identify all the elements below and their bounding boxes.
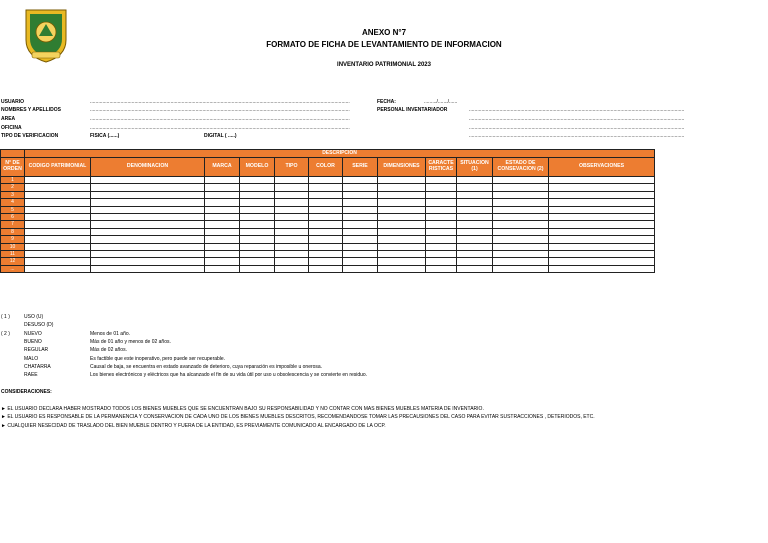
table-cell[interactable]: [493, 184, 549, 191]
table-cell[interactable]: [549, 221, 655, 228]
table-cell[interactable]: [457, 236, 493, 243]
table-cell[interactable]: [549, 258, 655, 265]
table-cell[interactable]: [549, 251, 655, 258]
oficina-field[interactable]: ...........................................................................................................................................................................................: [90, 125, 350, 131]
table-cell[interactable]: [378, 177, 426, 184]
table-cell[interactable]: [378, 251, 426, 258]
table-cell[interactable]: [205, 236, 240, 243]
table-cell[interactable]: [378, 191, 426, 198]
table-cell[interactable]: [549, 265, 655, 272]
table-row: [1, 191, 655, 198]
table-cell[interactable]: [91, 184, 205, 191]
table-corner: [1, 150, 25, 158]
row-number: ...: [1, 265, 25, 272]
table-cell[interactable]: [205, 177, 240, 184]
descripcion-header: DESCRIPCION: [25, 150, 655, 158]
consideracion-item: ► EL USUARIO ES RESPONSABLE DE LA PERMANENCIA Y CONSERVACION DE CADA UNO DE LOS BIENES MUEBLES DESCRITOS, RECOMENDANDOSE TOMAR LAS PRECAUSIONES DEL CASO PARA EVITAR SUSTRACCIONES , DETERIODOS, ETC.: [1, 414, 595, 420]
table-cell[interactable]: [25, 251, 91, 258]
table-cell[interactable]: [426, 243, 457, 250]
table-cell[interactable]: [457, 258, 493, 265]
col-dimensiones: DIMENSIONES: [378, 158, 426, 177]
table-cell[interactable]: [25, 243, 91, 250]
col-orden: N° DE ORDEN: [1, 158, 25, 177]
table-cell[interactable]: [378, 228, 426, 235]
table-cell[interactable]: [205, 221, 240, 228]
fecha-label: FECHA:: [377, 99, 396, 105]
usuario-field[interactable]: ...........................................................................................................................................................................................: [90, 99, 350, 105]
table-cell[interactable]: [240, 236, 275, 243]
table-row: [1, 243, 655, 250]
usuario-label: USUARIO: [1, 99, 25, 105]
table-cell[interactable]: [205, 184, 240, 191]
table-cell[interactable]: [91, 206, 205, 213]
table-cell[interactable]: [240, 258, 275, 265]
table-cell[interactable]: [426, 251, 457, 258]
personal-label: PERSONAL INVENTARIADOR: [377, 107, 448, 113]
table-cell[interactable]: [426, 236, 457, 243]
state-label: CHATARRA: [24, 364, 51, 370]
personal-field-2[interactable]: ...........................................................................................................................................................: [469, 116, 685, 122]
table-cell[interactable]: [549, 199, 655, 206]
state-label: NUEVO: [24, 331, 42, 337]
table-cell[interactable]: [549, 177, 655, 184]
row-number: 1: [1, 177, 25, 184]
table-cell[interactable]: [240, 228, 275, 235]
consideracion-item: ► CUALQUIER NESECIDAD DE TRASLADO DEL BIEN MUEBLE DENTRO Y FUERA DE LA ENTIDAD, ES PREVIAMENTE COMUNICADO AL ENCARGADO DE LA OCP.: [1, 423, 386, 429]
table-cell[interactable]: [343, 243, 378, 250]
table-cell[interactable]: [426, 177, 457, 184]
row-number: 5: [1, 206, 25, 213]
table-cell[interactable]: [205, 199, 240, 206]
col-situacion: SITUACION (1): [457, 158, 493, 177]
table-cell[interactable]: [309, 251, 343, 258]
table-cell[interactable]: [457, 228, 493, 235]
table-cell[interactable]: [25, 214, 91, 221]
state-label: BUENO: [24, 339, 42, 345]
table-cell[interactable]: [457, 177, 493, 184]
col-caracteristicas: CARACTE RISTICAS: [426, 158, 457, 177]
col-codigo: CODIGO PATRIMONIAL: [25, 158, 91, 177]
area-field[interactable]: ...........................................................................................................................................................................................: [90, 116, 350, 122]
row-number: 12: [1, 258, 25, 265]
table-cell[interactable]: [309, 214, 343, 221]
table-cell[interactable]: [457, 191, 493, 198]
table-cell[interactable]: [25, 236, 91, 243]
col-color: COLOR: [309, 158, 343, 177]
table-cell[interactable]: [378, 236, 426, 243]
table-cell[interactable]: [275, 236, 309, 243]
table-cell[interactable]: [343, 251, 378, 258]
table-cell[interactable]: [25, 199, 91, 206]
table-cell[interactable]: [426, 214, 457, 221]
table-cell[interactable]: [275, 221, 309, 228]
table-cell[interactable]: [275, 258, 309, 265]
state-desc: Menos de 01 año.: [90, 331, 131, 337]
table-cell[interactable]: [309, 199, 343, 206]
table-cell[interactable]: [205, 251, 240, 258]
table-row: [1, 228, 655, 235]
table-cell[interactable]: [426, 265, 457, 272]
oficina-label: OFICINA: [1, 125, 22, 131]
digital-option[interactable]: DIGITAL ( .....): [204, 133, 237, 139]
table-cell[interactable]: [91, 177, 205, 184]
fisica-option[interactable]: FISICA (......): [90, 133, 120, 139]
table-cell[interactable]: [549, 214, 655, 221]
table-cell[interactable]: [240, 243, 275, 250]
col-denominacion: DENOMINACION: [91, 158, 205, 177]
table-cell[interactable]: [309, 184, 343, 191]
table-cell[interactable]: [309, 236, 343, 243]
table-cell[interactable]: [275, 265, 309, 272]
tipo-verificacion-label: TIPO DE VERIFICACION: [1, 133, 59, 139]
table-cell[interactable]: [309, 206, 343, 213]
table-cell[interactable]: [25, 191, 91, 198]
state-desc: Causal de baja, se encuentra en estado avanzado de deterioro, cuya reparación es imposible u onerosa.: [90, 364, 323, 370]
state-label: RAEE: [24, 372, 38, 378]
state-desc: Más de 01 año y menos de 02 años.: [90, 339, 171, 345]
table-row: [1, 199, 655, 206]
row-number: 9: [1, 236, 25, 243]
state-label: REGULAR: [24, 347, 49, 353]
table-row: [1, 258, 655, 265]
table-cell[interactable]: [493, 177, 549, 184]
legend-mark-1: ( 1 ): [1, 314, 10, 320]
nombres-label: NOMBRES Y APELLIDOS: [1, 107, 61, 113]
table-cell[interactable]: [25, 184, 91, 191]
table-cell[interactable]: [549, 191, 655, 198]
table-row: [1, 177, 655, 184]
table-cell[interactable]: [343, 258, 378, 265]
table-row: [1, 251, 655, 258]
table-cell[interactable]: [240, 206, 275, 213]
table-cell[interactable]: [205, 243, 240, 250]
table-cell[interactable]: [275, 206, 309, 213]
table-cell[interactable]: [205, 214, 240, 221]
table-cell[interactable]: [549, 184, 655, 191]
format-title: FORMATO DE FICHA DE LEVANTAMIENTO DE INFORMACION: [266, 40, 502, 49]
table-cell[interactable]: [343, 184, 378, 191]
table-cell[interactable]: [493, 258, 549, 265]
table-cell[interactable]: [91, 251, 205, 258]
table-cell[interactable]: [275, 191, 309, 198]
table-cell[interactable]: [343, 265, 378, 272]
table-cell[interactable]: [378, 221, 426, 228]
table-cell[interactable]: [240, 251, 275, 258]
row-number: 11: [1, 251, 25, 258]
personal-field-1[interactable]: ...........................................................................................................................................................: [469, 107, 685, 113]
table-cell[interactable]: [240, 265, 275, 272]
table-cell[interactable]: [275, 251, 309, 258]
table-cell[interactable]: [275, 177, 309, 184]
table-cell[interactable]: [205, 191, 240, 198]
nombres-field[interactable]: ...........................................................................................................................................................................................: [90, 107, 350, 113]
table-cell[interactable]: [457, 243, 493, 250]
table-cell[interactable]: [343, 214, 378, 221]
table-cell[interactable]: [426, 228, 457, 235]
consideraciones-title: CONSIDERACIONES:: [1, 389, 52, 395]
table-cell[interactable]: [549, 236, 655, 243]
row-number: 6: [1, 214, 25, 221]
state-desc: Los bienes electrónicos y eléctricos que ha alcanzado el fin de su vida útil por uso u obsolescencia y se convierte en residuo.: [90, 372, 368, 378]
col-serie: SERIE: [343, 158, 378, 177]
col-marca: MARCA: [205, 158, 240, 177]
inventory-table: [0, 149, 655, 273]
table-cell[interactable]: [378, 184, 426, 191]
table-row: [1, 236, 655, 243]
table-cell[interactable]: [343, 191, 378, 198]
table-cell[interactable]: [25, 258, 91, 265]
table-cell[interactable]: [343, 206, 378, 213]
fecha-field[interactable]: ........./......./......: [424, 99, 458, 105]
row-number: 3: [1, 191, 25, 198]
table-cell[interactable]: [91, 221, 205, 228]
legend-mark-2: ( 2 ): [1, 331, 10, 337]
table-cell[interactable]: [493, 265, 549, 272]
table-cell[interactable]: [91, 243, 205, 250]
table-cell[interactable]: [25, 206, 91, 213]
consideracion-item: ► EL USUARIO DECLARA HABER MOSTRADO TODOS LOS BIENES MUEBLES QUE SE ENCUENTRAN BAJO SU RESPONSABILIDAD Y NO CONTAR CON MAS BIENES MUEBLES MATERIA DE INVENTARIO.: [1, 406, 484, 412]
table-cell[interactable]: [378, 243, 426, 250]
table-cell[interactable]: [309, 243, 343, 250]
table-cell[interactable]: [457, 221, 493, 228]
personal-field-3[interactable]: ...........................................................................................................................................................: [469, 125, 685, 131]
table-cell[interactable]: [91, 265, 205, 272]
table-cell[interactable]: [457, 199, 493, 206]
table-cell[interactable]: [91, 214, 205, 221]
table-cell[interactable]: [91, 191, 205, 198]
table-cell[interactable]: [240, 221, 275, 228]
table-cell[interactable]: [275, 199, 309, 206]
table-cell[interactable]: [309, 191, 343, 198]
table-cell[interactable]: [457, 251, 493, 258]
table-cell[interactable]: [549, 243, 655, 250]
inventory-title: INVENTARIO PATRIMONIAL 2023: [337, 62, 431, 68]
table-row: [1, 184, 655, 191]
table-cell[interactable]: [25, 228, 91, 235]
table-cell[interactable]: [457, 184, 493, 191]
table-cell[interactable]: [493, 251, 549, 258]
table-cell[interactable]: [378, 258, 426, 265]
table-cell[interactable]: [275, 228, 309, 235]
table-cell[interactable]: [426, 221, 457, 228]
table-cell[interactable]: [549, 228, 655, 235]
table-cell[interactable]: [343, 228, 378, 235]
table-cell[interactable]: [205, 265, 240, 272]
table-cell[interactable]: [343, 236, 378, 243]
table-cell[interactable]: [549, 206, 655, 213]
table-cell[interactable]: [493, 199, 549, 206]
table-cell[interactable]: [91, 258, 205, 265]
table-cell[interactable]: [493, 206, 549, 213]
table-cell[interactable]: [309, 221, 343, 228]
table-cell[interactable]: [457, 206, 493, 213]
table-row: [1, 206, 655, 213]
table-cell[interactable]: [91, 199, 205, 206]
table-cell[interactable]: [343, 177, 378, 184]
state-desc: Más de 02 años.: [90, 347, 127, 353]
table-cell[interactable]: [426, 184, 457, 191]
table-cell[interactable]: [240, 177, 275, 184]
table-cell[interactable]: [25, 221, 91, 228]
row-number: 4: [1, 199, 25, 206]
table-cell[interactable]: [493, 236, 549, 243]
row-number: 7: [1, 221, 25, 228]
table-cell[interactable]: [493, 228, 549, 235]
state-desc: Es factible que este inoperativo, pero puede ser recuperable.: [90, 356, 226, 362]
state-label: MALO: [24, 356, 39, 362]
table-cell[interactable]: [343, 221, 378, 228]
table-cell[interactable]: [378, 214, 426, 221]
col-modelo: MODELO: [240, 158, 275, 177]
table-cell[interactable]: [91, 236, 205, 243]
table-cell[interactable]: [240, 214, 275, 221]
table-cell[interactable]: [309, 228, 343, 235]
legend-uso: USO (U): [24, 314, 44, 320]
table-cell[interactable]: [25, 177, 91, 184]
table-row: [1, 265, 655, 272]
table-cell[interactable]: [493, 214, 549, 221]
table-cell[interactable]: [426, 199, 457, 206]
col-estado: ESTADO DE CONSEVACION (2): [493, 158, 549, 177]
row-number: 8: [1, 228, 25, 235]
table-cell[interactable]: [343, 199, 378, 206]
row-number: 10: [1, 243, 25, 250]
table-cell[interactable]: [240, 191, 275, 198]
row-number: 2: [1, 184, 25, 191]
table-cell[interactable]: [378, 206, 426, 213]
table-cell[interactable]: [378, 265, 426, 272]
area-label: AREA: [1, 116, 16, 122]
table-cell[interactable]: [457, 214, 493, 221]
legend-desuso: DESUSO (D): [24, 322, 54, 328]
table-cell[interactable]: [205, 258, 240, 265]
personal-field-4[interactable]: ...........................................................................................................................................................: [469, 133, 685, 139]
table-cell[interactable]: [309, 258, 343, 265]
table-cell[interactable]: [426, 206, 457, 213]
table-cell[interactable]: [275, 184, 309, 191]
table-cell[interactable]: [240, 199, 275, 206]
table-cell[interactable]: [205, 228, 240, 235]
table-cell[interactable]: [91, 228, 205, 235]
table-cell[interactable]: [275, 214, 309, 221]
table-cell[interactable]: [205, 206, 240, 213]
table-cell[interactable]: [426, 258, 457, 265]
table-cell[interactable]: [309, 177, 343, 184]
table-row: [1, 214, 655, 221]
table-cell[interactable]: [275, 243, 309, 250]
table-cell[interactable]: [25, 265, 91, 272]
table-cell[interactable]: [426, 191, 457, 198]
table-cell[interactable]: [457, 265, 493, 272]
table-cell[interactable]: [493, 221, 549, 228]
table-cell[interactable]: [493, 243, 549, 250]
table-row: [1, 221, 655, 228]
col-observaciones: OBSERVACIONES: [549, 158, 655, 177]
table-cell[interactable]: [493, 191, 549, 198]
anexo-title: ANEXO N°7: [361, 28, 407, 37]
table-cell[interactable]: [240, 184, 275, 191]
table-cell[interactable]: [378, 199, 426, 206]
col-tipo: TIPO: [275, 158, 309, 177]
table-cell[interactable]: [309, 265, 343, 272]
